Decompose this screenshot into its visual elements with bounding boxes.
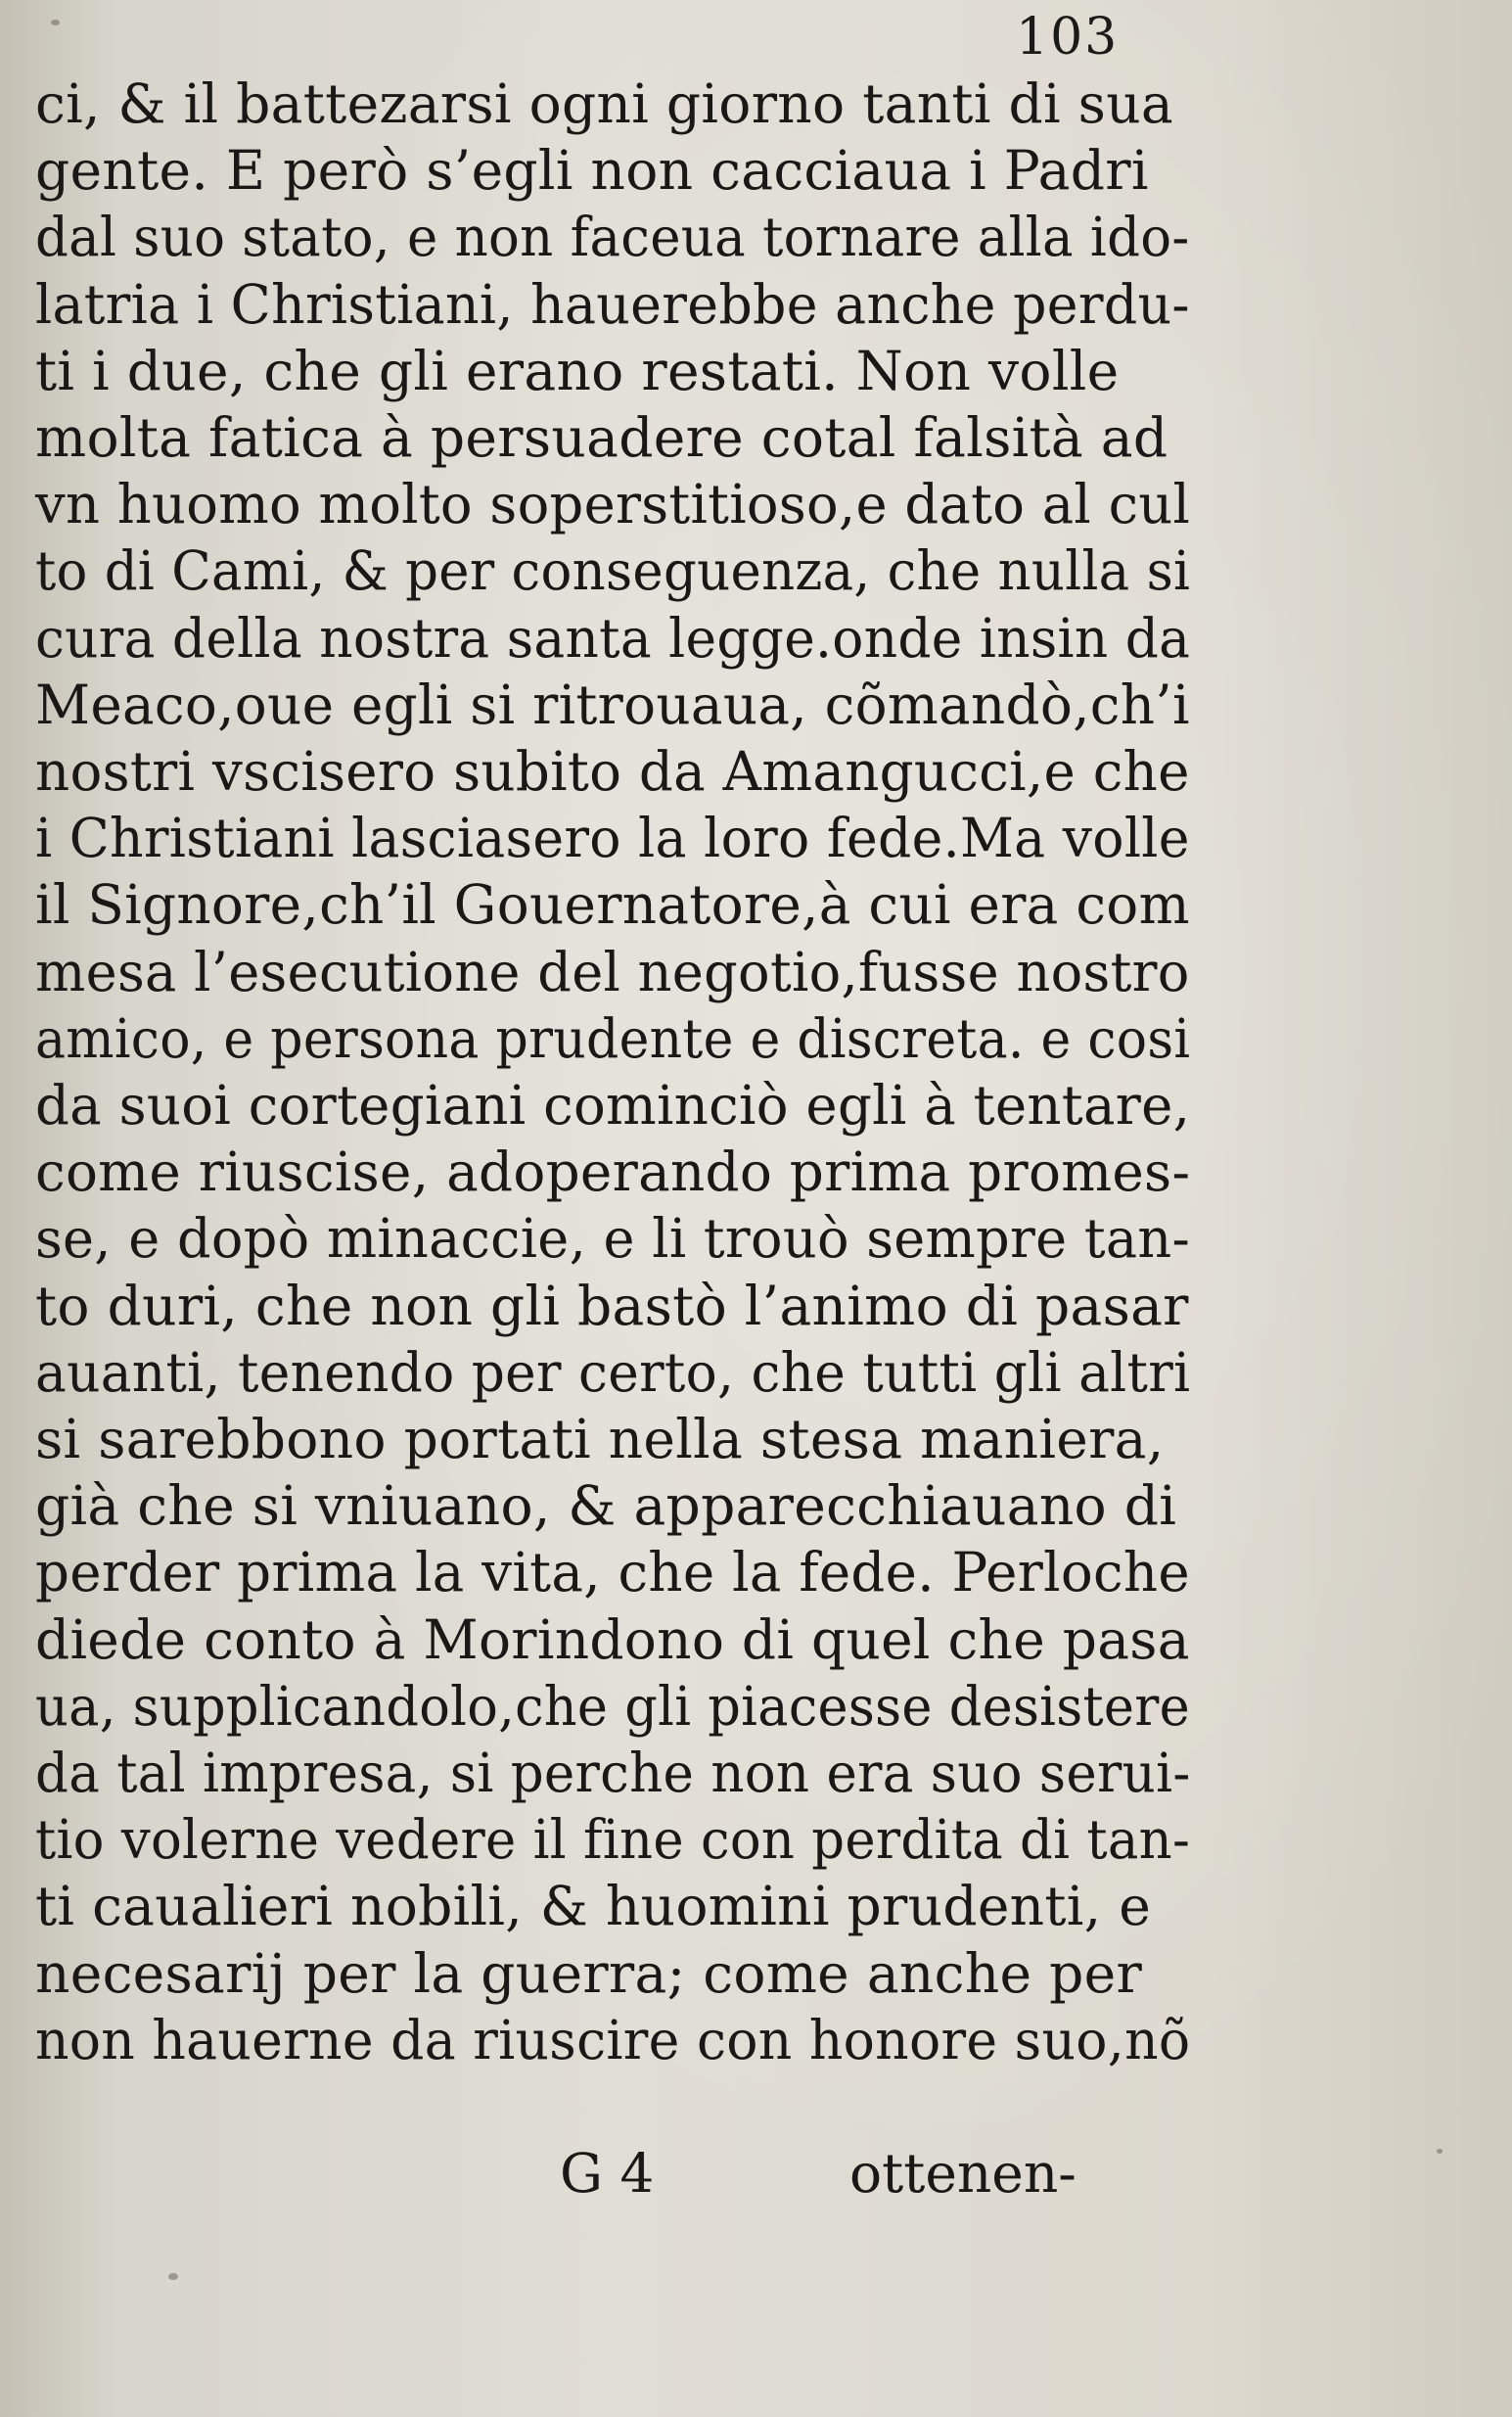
text-line: necesarij per la guerra; come anche per <box>35 1941 1143 2005</box>
text-line: cura della nostra santa legge.onde insin da <box>35 606 1191 670</box>
text-line: già che si vniuano, & apparecchiauano di <box>35 1474 1177 1538</box>
text-line: da suoi cortegiani cominciò egli à tentare, <box>35 1074 1191 1138</box>
text-line: latria i Christiani, hauerebbe anche perdu- <box>35 272 1190 336</box>
text-line: gente. E però s’egli non cacciaua i Padri <box>35 139 1149 203</box>
paper-speck <box>51 20 60 25</box>
body-text <box>35 70 1190 2073</box>
signature-mark: G 4 <box>560 2142 655 2205</box>
page-footer <box>0 2142 1512 2220</box>
text-line: se, e dopò minaccie, e li trouò sempre tan- <box>35 1207 1191 1271</box>
text-line: ci, & il battezarsi ogni giorno tanti di sua <box>35 72 1174 135</box>
text-line: molta fatica à persuadere cotal falsità ad <box>35 406 1168 470</box>
text-line: auanti, tenendo per certo, che tutti gli altri <box>35 1340 1191 1404</box>
text-line: tio volerne vedere il fine con perdita di tan- <box>35 1808 1191 1872</box>
text-line: diede conto à Morindono di quel che pasa <box>35 1607 1190 1671</box>
text-line: to duri, che non gli bastò l’animo di pasar <box>35 1274 1189 1337</box>
paper-speck <box>168 2273 178 2280</box>
page-number: 103 <box>1016 8 1120 67</box>
text-line: ua, supplicandolo,che gli piacesse desistere <box>35 1674 1190 1738</box>
text-line: perder prima la vita, che la fede. Perloche <box>35 1541 1190 1604</box>
text-line: come riuscise, adoperando prima promes- <box>35 1140 1191 1204</box>
text-line: da tal impresa, si perche non era suo serui- <box>35 1742 1191 1805</box>
text-line: vn huomo molto soperstitioso,e dato al cul <box>35 473 1191 536</box>
text-line: to di Cami, & per conseguenza, che nulla si <box>35 539 1191 603</box>
text-line: Meaco,oue egli si ritrouaua, cõmandò,ch’i <box>35 673 1190 736</box>
text-line: ti caualieri nobili, & huomini prudenti, e <box>35 1875 1152 1938</box>
text-line: nostri vscisero subito da Amangucci,e che <box>35 740 1190 804</box>
text-line: ti i due, che gli erano restati. Non volle <box>35 339 1120 402</box>
catchword: ottenen- <box>849 2142 1077 2205</box>
text-line: il Signore,ch’il Gouernatore,à cui era com <box>35 873 1190 937</box>
text-line: si sarebbono portati nella stesa maniera, <box>35 1408 1165 1471</box>
text-line: non hauerne da riuscire con honore suo,nõ <box>35 2008 1191 2071</box>
text-line: mesa l’esecutione del negotio,fusse nostro <box>35 940 1190 1003</box>
text-line: amico, e persona prudente e discreta. e cosi <box>35 1006 1191 1070</box>
text-line: dal suo stato, e non faceua tornare alla ido- <box>35 206 1190 269</box>
text-line: i Christiani lasciasero la loro fede.Ma volle <box>35 807 1190 870</box>
